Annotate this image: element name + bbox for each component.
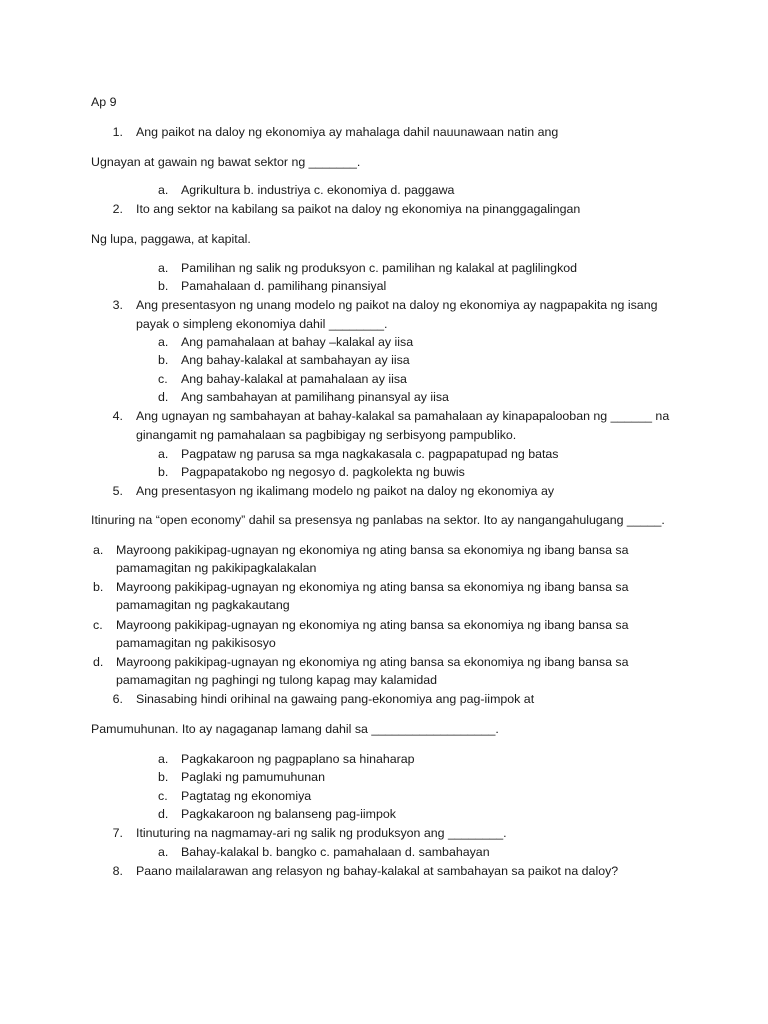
question-3-choice-d: Ang sambahayan at pamilihang pinansyal ay iisa bbox=[181, 390, 449, 404]
question-1-choice-a: Agrikultura b. industriya c. ekonomiya d. paggawa bbox=[181, 183, 455, 197]
question-6-text: Sinasabing hindi orihinal na gawaing pang-ekonomiya ang pag-iimpok at bbox=[136, 692, 535, 706]
choice-letter: b. bbox=[93, 580, 104, 594]
question-5-choice-d-line2: pamamagitan ng paghingi ng tulong kapag may kalamidad bbox=[116, 673, 437, 687]
choice-letter: b. bbox=[158, 279, 169, 293]
choice-letter: a. bbox=[158, 845, 169, 859]
choice-letter: c. bbox=[158, 372, 168, 386]
question-6-choice-a: Pagkakaroon ng pagpaplano sa hinaharap bbox=[181, 752, 415, 766]
question-5-choice-b-line1: Mayroong pakikipag-ugnayan ng ekonomiya ng ating bansa sa ekonomiya ng ibang bansa sa bbox=[116, 580, 629, 594]
question-5-choice-a-line2: pamamagitan ng pakikipagkalakalan bbox=[116, 561, 317, 575]
choice-letter: c. bbox=[158, 789, 168, 803]
question-6-continuation: Pamumuhunan. Ito ay nagaganap lamang dahil sa __________________. bbox=[91, 722, 499, 736]
question-4-text-line2: ginangamit ng pamahalaan sa pagbibigay ng serbisyong pampubliko. bbox=[136, 428, 517, 442]
choice-letter: b. bbox=[158, 465, 169, 479]
question-number-2: 2. bbox=[112, 202, 123, 216]
question-number-6: 6. bbox=[112, 692, 123, 706]
question-7-choice-a: Bahay-kalakal b. bangko c. pamahalaan d. sambahayan bbox=[181, 845, 490, 859]
choice-letter: b. bbox=[158, 353, 169, 367]
choice-letter: a. bbox=[158, 752, 169, 766]
question-4-choice-b: Pagpapatakobo ng negosyo d. pagkolekta ng buwis bbox=[181, 465, 465, 479]
question-1-continuation: Ugnayan at gawain ng bawat sektor ng _______. bbox=[91, 155, 361, 169]
question-5-choice-d-line1: Mayroong pakikipag-ugnayan ng ekonomiya ng ating bansa sa ekonomiya ng ibang bansa sa bbox=[116, 655, 629, 669]
choice-letter: c. bbox=[93, 618, 103, 632]
choice-letter: b. bbox=[158, 770, 169, 784]
worksheet-heading: Ap 9 bbox=[91, 95, 117, 109]
question-5-choice-a-line1: Mayroong pakikipag-ugnayan ng ekonomiya ng ating bansa sa ekonomiya ng ibang bansa sa bbox=[116, 543, 629, 557]
question-3-choice-a: Ang pamahalaan at bahay –kalakal ay iisa bbox=[181, 335, 414, 349]
choice-letter: a. bbox=[158, 447, 169, 461]
question-4-text: Ang ugnayan ng sambahayan at bahay-kalakal sa pamahalaan ay kinapapalooban ng ______ na bbox=[136, 409, 670, 423]
question-5-text: Ang presentasyon ng ikalimang modelo ng paikot na daloy ng ekonomiya ay bbox=[136, 484, 555, 498]
question-number-1: 1. bbox=[112, 125, 123, 139]
question-5-choice-b-line2: pamamagitan ng pagkakautang bbox=[116, 598, 290, 612]
choice-letter: d. bbox=[158, 390, 169, 404]
question-number-4: 4. bbox=[112, 409, 123, 423]
choice-letter: d. bbox=[93, 655, 104, 669]
question-2-choice-a: Pamilihan ng salik ng produksyon c. pamilihan ng kalakal at paglilingkod bbox=[181, 261, 578, 275]
question-1-text: Ang paikot na daloy ng ekonomiya ay mahalaga dahil nauunawaan natin ang bbox=[136, 125, 559, 139]
choice-letter: a. bbox=[158, 183, 169, 197]
question-6-choice-d: Pagkakaroon ng balanseng pag-iimpok bbox=[181, 807, 396, 821]
question-5-continuation: Itinuring na “open economy” dahil sa presensya ng panlabas na sektor. Ito ay nangangahulugang _____. bbox=[91, 513, 665, 527]
choice-letter: a. bbox=[93, 543, 104, 557]
question-2-choice-b: Pamahalaan d. pamilihang pinansiyal bbox=[181, 279, 387, 293]
question-6-choice-b: Paglaki ng pamumuhunan bbox=[181, 770, 325, 784]
question-number-7: 7. bbox=[112, 826, 123, 840]
question-2-continuation: Ng lupa, paggawa, at kapital. bbox=[91, 232, 251, 246]
question-2-text: Ito ang sektor na kabilang sa paikot na daloy ng ekonomiya na pinanggagalingan bbox=[136, 202, 581, 216]
choice-letter: a. bbox=[158, 335, 169, 349]
question-3-text-line2: payak o simpleng ekonomiya dahil ________. bbox=[136, 317, 388, 331]
question-5-choice-c-line2: pamamagitan ng pakikisosyo bbox=[116, 636, 276, 650]
question-3-choice-b: Ang bahay-kalakal at sambahayan ay iisa bbox=[181, 353, 410, 367]
question-4-choice-a: Pagpataw ng parusa sa mga nagkakasala c. pagpapatupad ng batas bbox=[181, 447, 559, 461]
question-number-3: 3. bbox=[112, 298, 123, 312]
question-5-choice-c-line1: Mayroong pakikipag-ugnayan ng ekonomiya ng ating bansa sa ekonomiya ng ibang bansa sa bbox=[116, 618, 629, 632]
question-3-choice-c: Ang bahay-kalakal at pamahalaan ay iisa bbox=[181, 372, 407, 386]
question-number-5: 5. bbox=[112, 484, 123, 498]
question-number-8: 8. bbox=[112, 864, 123, 878]
question-6-choice-c: Pagtatag ng ekonomiya bbox=[181, 789, 312, 803]
choice-letter: a. bbox=[158, 261, 169, 275]
question-7-text: Itinuturing na nagmamay-ari ng salik ng produksyon ang ________. bbox=[136, 826, 507, 840]
choice-letter: d. bbox=[158, 807, 169, 821]
question-3-text: Ang presentasyon ng unang modelo ng paikot na daloy ng ekonomiya ay nagpapakita ng isang bbox=[136, 298, 658, 312]
question-8-text: Paano mailalarawan ang relasyon ng bahay-kalakal at sambahayan sa paikot na daloy? bbox=[136, 864, 619, 878]
